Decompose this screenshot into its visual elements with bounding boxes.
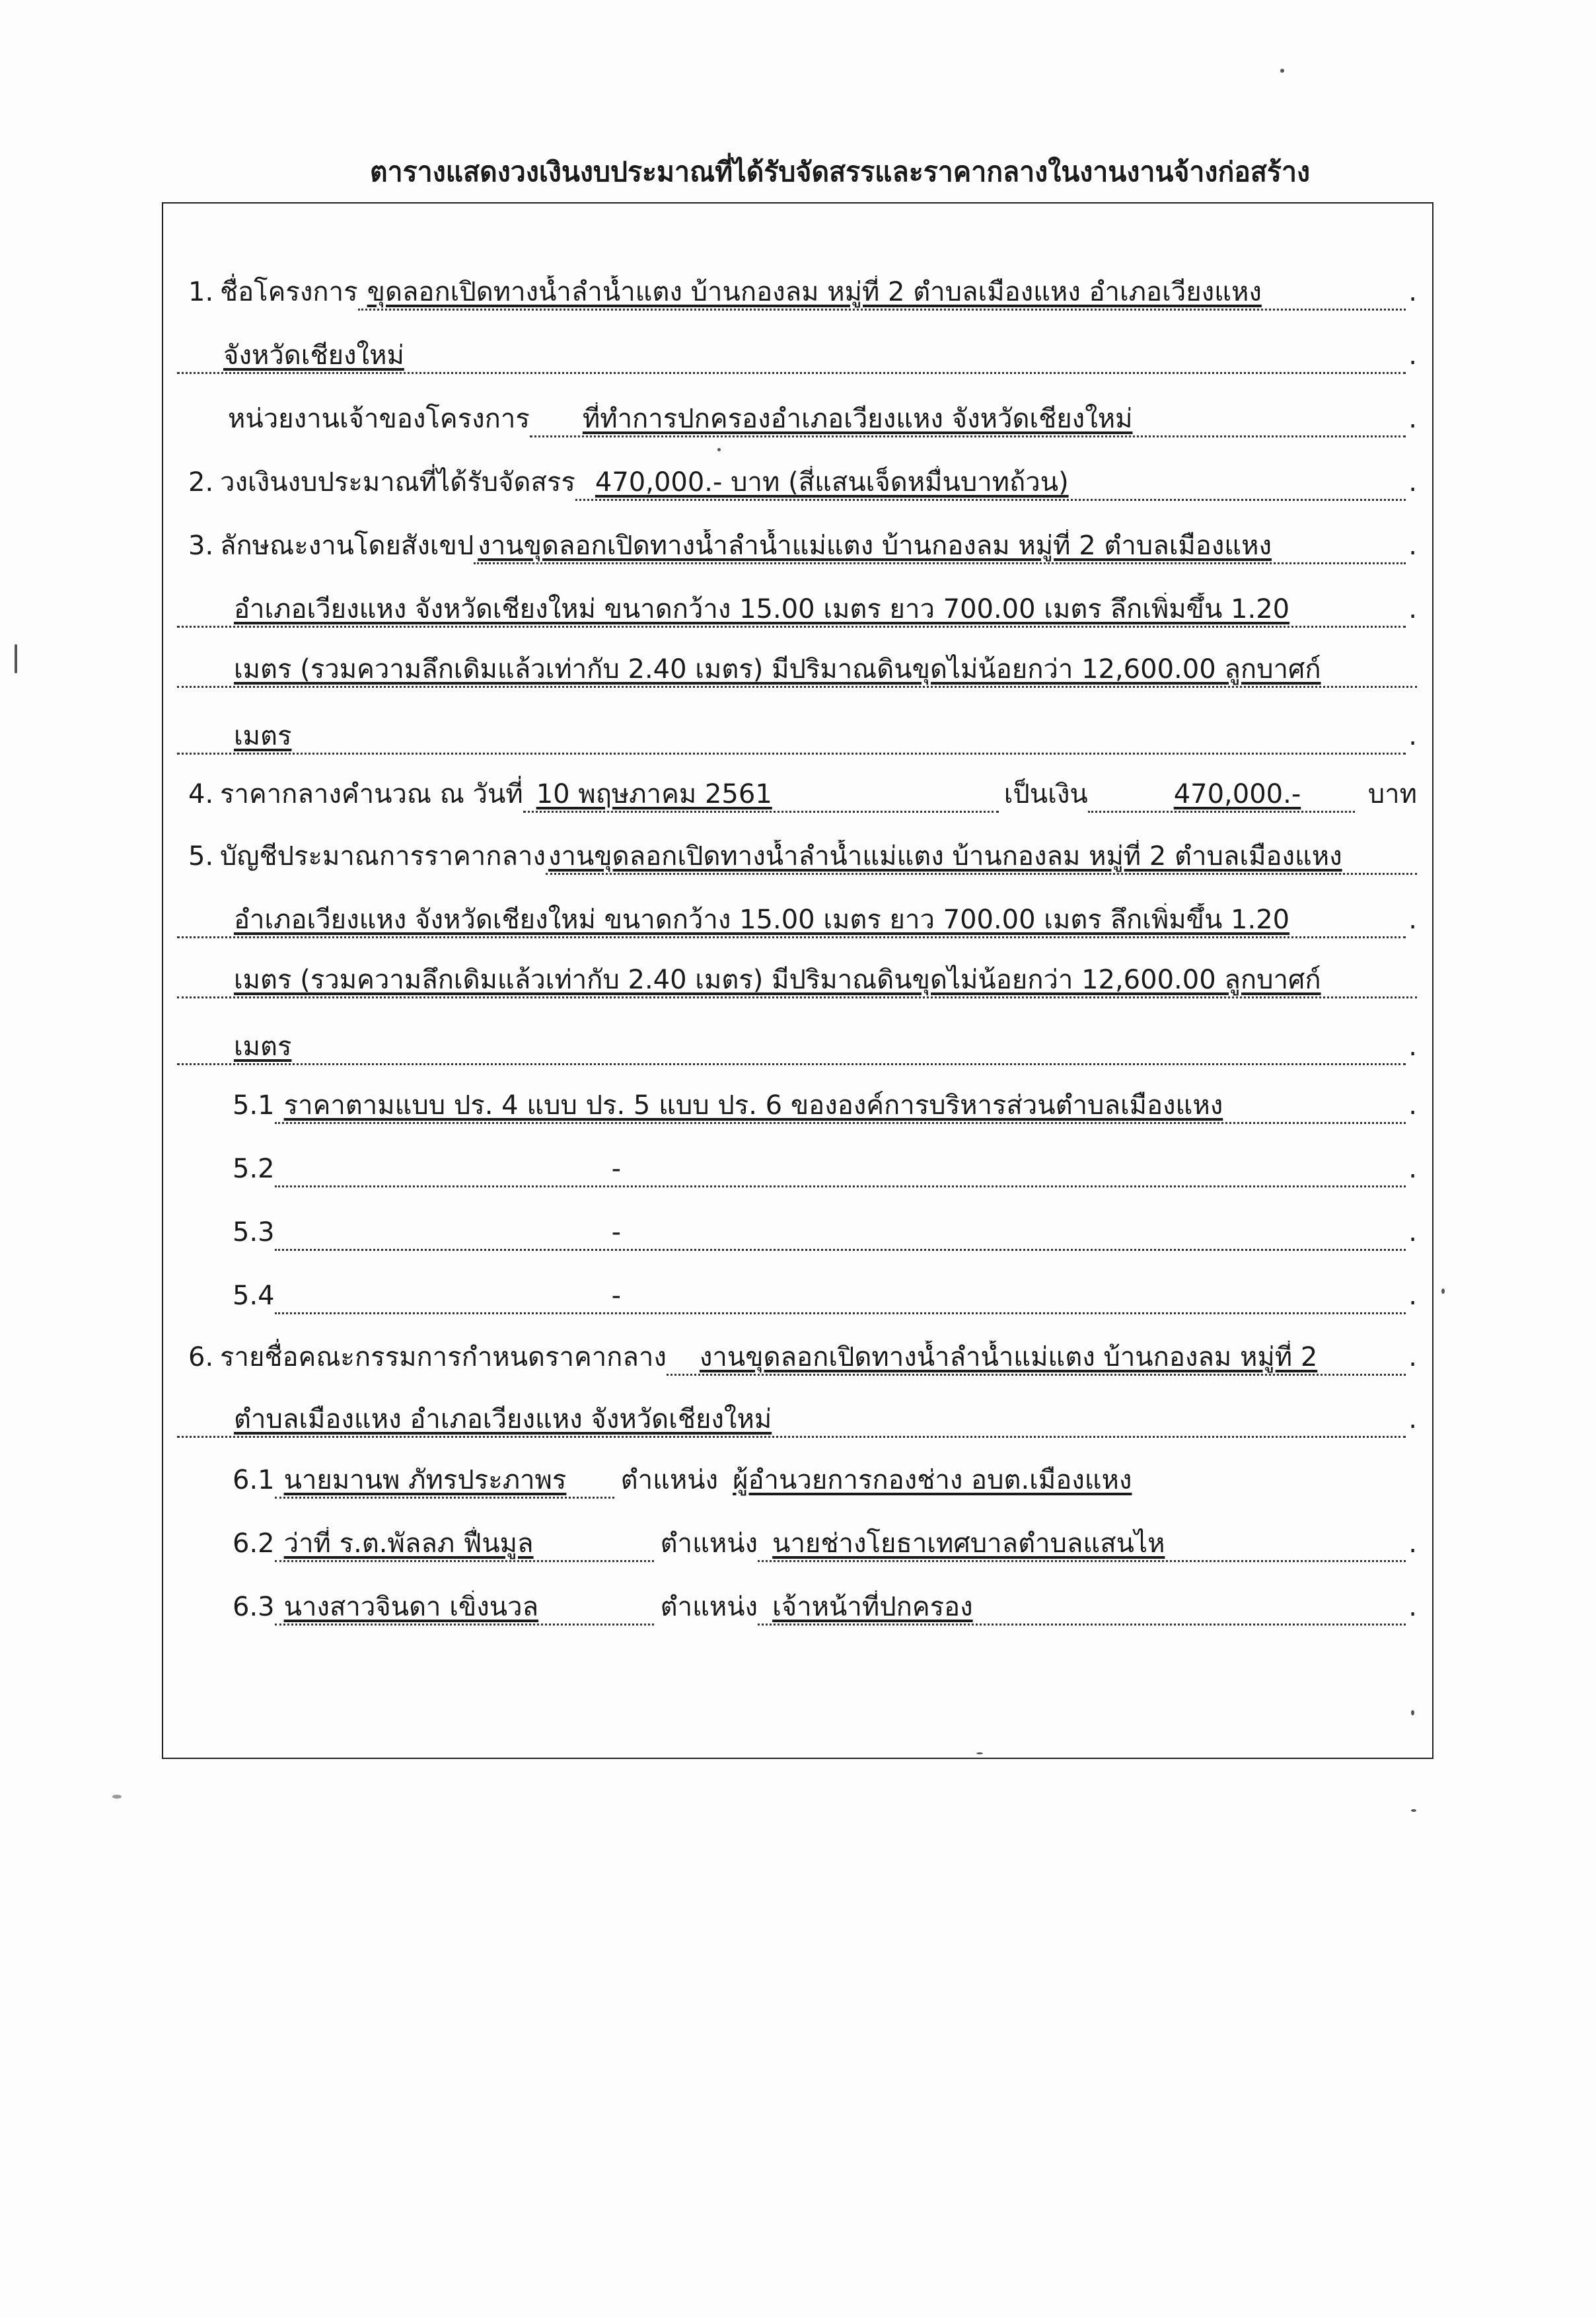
member-position: นายช่างโยธาเทศบาลตำบลแสนไห (758, 1527, 1406, 1562)
scan-speck (1411, 1809, 1416, 1812)
member-position: เจ้าหน้าที่ปกครอง (758, 1590, 1406, 1626)
estimate-field: งานขุดลอกเปิดทางน้ำลำน้ำแม่แตง บ้านกองลม หมู่ที่ 2 ตำบลเมืองแหง (546, 840, 1417, 875)
subitem-5-1 (233, 1086, 1417, 1125)
end-mark: . (1408, 277, 1417, 307)
item-number: 5. (188, 841, 214, 872)
subitem-number: 5.1 (233, 1090, 275, 1121)
position-label: ตำแหน่ง (660, 1592, 758, 1622)
item-1-owner-line (228, 399, 1417, 439)
member-name: ว่าที่ ร.ต.พัลลภ ฟื่นมูล (275, 1527, 654, 1562)
end-mark: . (1408, 721, 1417, 751)
document-title: ตารางแสดงวงเงินงบประมาณที่ได้รับจัดสรรและราคากลางในงานงานจ้างก่อสร้าง (370, 156, 1310, 188)
subitem-5-4 (233, 1276, 1417, 1316)
committee-field-cont: ตำบลเมืองแหง อำเภอเวียงแหง จังหวัดเชียงใหม่ (177, 1403, 1406, 1438)
item-3-line-4 (177, 716, 1417, 756)
end-mark: . (1408, 1404, 1417, 1435)
item-label: ลักษณะงานโดยสังเขป (220, 531, 474, 561)
subitem-number: 5.4 (233, 1281, 275, 1311)
item-3-line-3 (177, 653, 1417, 692)
member-name: นางสาวจินดา เขิ่งนวล (275, 1590, 654, 1626)
subitem-field: - (275, 1152, 1406, 1187)
description-field-cont: เมตร (177, 720, 1406, 755)
subitem-field: - (275, 1216, 1406, 1251)
end-mark: . (1408, 1281, 1417, 1311)
subitem-number: 5.3 (233, 1217, 275, 1248)
item-number: 2. (188, 467, 214, 498)
item-3-line-1 (188, 526, 1417, 566)
item-number: 3. (188, 531, 214, 561)
item-5-line-4 (177, 1027, 1417, 1066)
end-mark: . (1408, 340, 1417, 371)
item-5-line-2 (177, 900, 1417, 940)
estimate-field-cont: เมตร (177, 1030, 1406, 1065)
amount-field: 470,000.- (1088, 778, 1355, 813)
member-name: นายมานพ ภัทรประภาพร (275, 1464, 614, 1499)
end-mark: . (1408, 404, 1417, 434)
description-field-cont: อำเภอเวียงแหง จังหวัดเชียงใหม่ ขนาดกว้าง 15.00 เมตร ยาว 700.00 เมตร ลึกเพิ่มขึ้น 1.20 (177, 593, 1406, 628)
member-number: 6.2 (233, 1528, 275, 1559)
item-number: 1. (188, 277, 214, 307)
end-mark: . (1408, 1031, 1417, 1062)
end-mark: . (1408, 1090, 1417, 1121)
scan-speck (717, 448, 721, 451)
scan-speck (976, 1752, 983, 1754)
item-label: รายชื่อคณะกรรมการกำหนดราคากลาง (220, 1342, 667, 1372)
item-number: 6. (188, 1342, 214, 1372)
member-6-2 (233, 1524, 1417, 1563)
owner-label: หน่วยงานเจ้าของโครงการ (228, 404, 530, 434)
item-6-line-1 (188, 1337, 1417, 1377)
item-4-line (188, 774, 1417, 814)
member-6-3 (233, 1587, 1417, 1627)
end-mark: . (1408, 1342, 1417, 1372)
member-6-1 (233, 1460, 1417, 1500)
member-number: 6.3 (233, 1592, 275, 1622)
budget-field: 470,000.- บาท (สี่แสนเจ็ดหมื่นบาทถ้วน) (575, 466, 1406, 501)
item-label: ราคากลางคำนวณ ณ วันที่ (220, 779, 523, 809)
end-mark: . (1408, 1154, 1417, 1184)
item-number: 4. (188, 779, 214, 809)
position-label: ตำแหน่ง (660, 1528, 758, 1559)
estimate-field-cont: เมตร (รวมความลึกเดิมแล้วเท่ากับ 2.40 เมตร) มีปริมาณดินขุดไม่น้อยกว่า 12,600.00 ลูกบาศก์ (177, 963, 1417, 998)
scan-speck (112, 1795, 122, 1799)
subitem-field: - (275, 1279, 1406, 1314)
position-label: ตำแหน่ง (620, 1465, 719, 1495)
item-1-line-1 (188, 272, 1417, 312)
item-label: บัญชีประมาณการราคากลาง (220, 841, 546, 872)
scan-speck (1280, 69, 1284, 73)
project-name-field: ขุดลอกเปิดทางน้ำลำน้ำแตง บ้านกองลม หมู่ที่ 2 ตำบลเมืองแหง อำเภอเวียงแหง (358, 276, 1406, 311)
unit-label: บาท (1367, 779, 1417, 809)
item-label: ชื่อโครงการ (220, 277, 358, 307)
scan-speck (1411, 1710, 1414, 1715)
price-date-field: 10 พฤษภาคม 2561 (523, 778, 999, 813)
end-mark: . (1408, 1592, 1417, 1622)
item-3-line-2 (177, 589, 1417, 629)
item-label: วงเงินงบประมาณที่ได้รับจัดสรร (220, 467, 575, 498)
item-6-line-2 (177, 1400, 1417, 1439)
end-mark: . (1408, 531, 1417, 561)
item-5-line-3 (177, 963, 1417, 1003)
member-number: 6.1 (233, 1465, 275, 1495)
subitem-5-3 (233, 1213, 1417, 1252)
owner-field: ที่ทำการปกครองอำเภอเวียงแหง จังหวัดเชียงใหม่ (530, 402, 1406, 437)
committee-field: งานขุดลอกเปิดทางน้ำลำน้ำแม่แตง บ้านกองลม หมู่ที่ 2 (667, 1341, 1406, 1376)
end-mark: . (1408, 594, 1417, 624)
description-field: งานขุดลอกเปิดทางน้ำลำน้ำแม่แตง บ้านกองลม หมู่ที่ 2 ตำบลเมืองแหง (474, 529, 1406, 564)
end-mark: . (1408, 1528, 1417, 1559)
end-mark: . (1408, 467, 1417, 498)
project-name-field-cont: จังหวัดเชียงใหม่ (177, 339, 1406, 374)
member-position: ผู้อำนวยการกองช่าง อบต.เมืองแหง (733, 1465, 1132, 1495)
subitem-5-2 (233, 1149, 1417, 1189)
amount-label: เป็นเงิน (1003, 779, 1088, 809)
estimate-field-cont: อำเภอเวียงแหง จังหวัดเชียงใหม่ ขนาดกว้าง 15.00 เมตร ยาว 700.00 เมตร ลึกเพิ่มขึ้น 1.20 (177, 903, 1406, 938)
scan-speck (15, 644, 17, 673)
subitem-number: 5.2 (233, 1154, 275, 1184)
item-5-line-1 (188, 837, 1417, 876)
item-2-line (188, 463, 1417, 502)
item-1-line-2 (177, 336, 1417, 375)
scan-speck (1441, 1289, 1445, 1294)
end-mark: . (1408, 905, 1417, 935)
end-mark: . (1408, 1217, 1417, 1248)
description-field-cont: เมตร (รวมความลึกเดิมแล้วเท่ากับ 2.40 เมตร) มีปริมาณดินขุดไม่น้อยกว่า 12,600.00 ลูกบาศก์ (177, 653, 1417, 688)
subitem-field: ราคาตามแบบ ปร. 4 แบบ ปร. 5 แบบ ปร. 6 ขององค์การบริหารส่วนตำบลเมืองแหง (275, 1089, 1406, 1124)
